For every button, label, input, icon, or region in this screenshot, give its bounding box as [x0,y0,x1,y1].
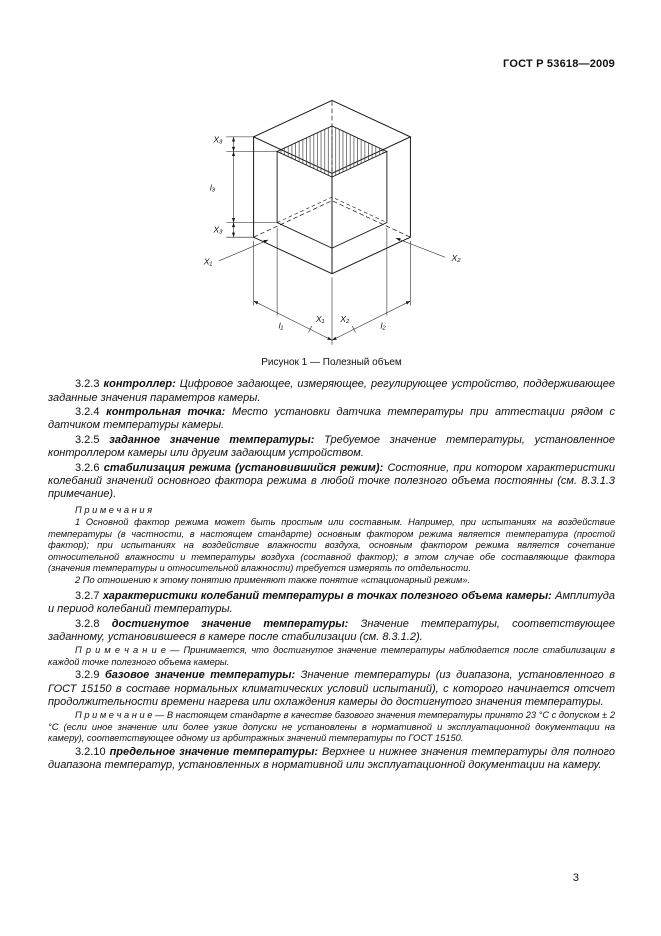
term-name: достигнутое значение температуры: [111,617,349,630]
term-entry-3-2-7 [48,590,615,617]
label-x3-top: X₃ [212,134,223,145]
label-x1-dim: X₁ [315,313,324,324]
term-entry-3-2-4 [48,406,615,433]
note-item-2: 2 По отношению к этому понятию применяют также понятие «стационарный режим». [75,575,471,586]
label-x2-leader: X₂ [450,252,461,263]
term-number: 3.2.5 [75,433,100,446]
term-number: 3.2.8 [75,617,100,630]
term-entry-3-2-3 [48,378,615,405]
term-definition: Верхнее и нижнее значения температуры для полного диапазона температур, установленных в нормативной или эксплуатационной документации на камеру. [48,745,615,772]
figure-caption: Рисунок 1 — Полезный объем [261,357,402,369]
page-number: 3 [572,872,579,884]
term-definition: Значение температуры (из диапазона, установленного в ГОСТ 15150 в составе нормальных климатических условий испытаний), с которого начинается отсчет продолжительности времени нагрева или охлаждения камеры до достигнутого значения температуры. [48,669,615,708]
label-x2-dim: X₂ [339,313,349,324]
notes-block-3-2-6 [48,505,615,587]
term-name: контрольная точка: [106,406,226,419]
label-l2: l₂ [379,320,386,331]
term-name: характеристики колебаний температуры в точках полезного объема камеры: [102,589,552,602]
label-x3-bottom: X₃ [212,224,223,235]
term-entry-3-2-5 [48,434,615,461]
term-entry-3-2-10 [48,746,615,773]
document-code-header: ГОСТ Р 53618—2009 [503,58,615,70]
term-number: 3.2.6 [75,461,100,474]
term-definition: Требуемое значение температуры, установленное контроллером камеры или другим задающим устройством. [48,433,615,460]
label-l1: l₁ [278,320,283,331]
term-definition: Место установки датчика температуры при аттестации рядом с датчиком температуры камеры. [48,406,616,432]
term-entry-3-2-9 [48,669,615,709]
note-3-2-9: П р и м е ч а н и е — В настоящем стандарте в качестве базового значения температуры принято 23 °С с допуском ± 2 °С (если иное значение или более узкие допуски не установлены в нормативной и эксплуатационной документации на камеру), соответствующее одному из арбитражных значений температуры по ГОСТ 15150. [48,710,615,744]
useful-volume-drawing [177,84,487,350]
figure-1 [48,84,615,368]
term-name: контроллер: [103,378,176,391]
term-number: 3.2.9 [75,669,100,682]
label-x1-leader: X₁ [203,256,212,267]
term-definition: Амплитуда и период колебаний температуры. [48,589,615,616]
term-number: 3.2.4 [75,406,100,419]
note-item-1: 1 Основной фактор режима может быть простым или составным. Например, при испытаниях на воздействие температуры (в частности, в настоящем стандарте) основным фактором режима является температура (простой фактор); при испытаниях на воздействие влажности воздуха, основным фактором режима является сочетание относительной влажности и температуры воздуха (составной фактор); в этом случае обе составляющие фактора (значения температуры и относительной влажности) требуется измерять по отдельности. [48,517,615,573]
term-name: базовое значение температуры: [104,669,296,682]
term-definition: Цифровое задающее, измеряющее, регулирующее устройство, поддерживающее заданные значения параметров камеры. [48,378,615,404]
term-name: предельное значение температуры: [109,745,319,758]
term-number: 3.2.10 [75,745,106,758]
useful-volume-box [277,126,387,248]
body-text [48,378,615,772]
term-number: 3.2.7 [75,589,100,602]
note-3-2-8: П р и м е ч а н и е — Принимается, что достигнутое значение температуры наблюдается после стабилизации в каждой точке полезного объема камеры. [48,645,615,667]
term-entry-3-2-8 [48,618,615,645]
term-entry-3-2-6 [48,462,615,502]
label-l3: l₃ [209,182,215,193]
notes-heading: П р и м е ч а н и я [75,504,153,515]
term-name: стабилизация режима (установившийся режим): [103,461,384,474]
term-name: заданное значение температуры: [109,433,315,446]
term-definition: Состояние, при котором характеристики колебаний значений основного фактора режима в любой точке полезного объема постоянны (см. 8.3.1.3 примечание). [48,461,616,501]
term-definition: Значение температуры, соответствующее заданному, установившееся в камере после стабилизации (см. 8.3.1.2). [48,617,615,643]
term-number: 3.2.3 [75,378,100,391]
